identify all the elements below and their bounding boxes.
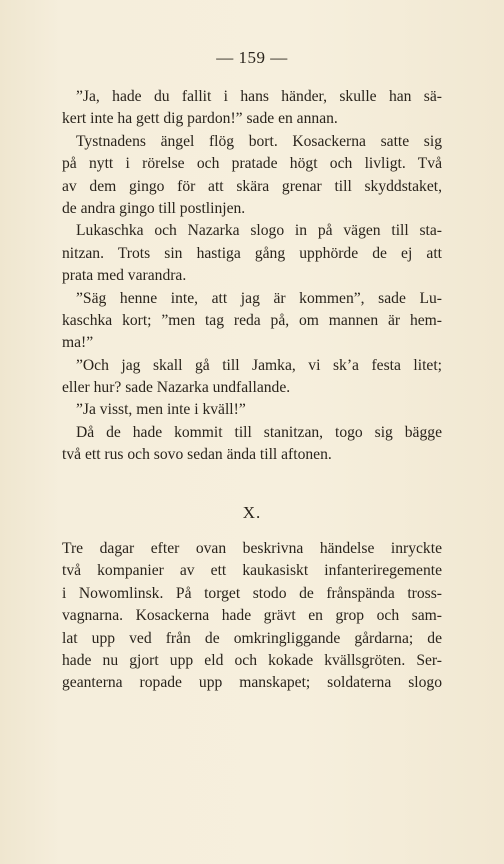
text-line: av dem gingo för att skära grenar till skyddstaket, bbox=[62, 177, 442, 195]
text-line: kaschka kort; ”men tag reda på, om mannen är hem- bbox=[62, 311, 442, 329]
text-line: ma!” bbox=[62, 334, 94, 352]
text-line: ”Ja visst, men inte i kväll!” bbox=[76, 401, 246, 419]
text-line: kert inte ha gett dig pardon!” sade en annan. bbox=[62, 110, 338, 128]
text-line: hade nu gjort upp eld och kokade kvällsgröten. Ser- bbox=[62, 651, 442, 669]
text-line: ”Säg henne inte, att jag är kommen”, sade Lu- bbox=[76, 289, 442, 307]
text-line: eller hur? sade Nazarka undfallande. bbox=[62, 379, 291, 397]
text-line: de andra gingo till postlinjen. bbox=[62, 199, 246, 217]
text-line: vagnarna. Kosackerna hade grävt en grop och sam- bbox=[62, 607, 442, 625]
text-line: Tre dagar efter ovan beskrivna händelse inryckte bbox=[62, 540, 442, 557]
text-line: nitzan. Trots sin hastiga gång upphörde de ej att bbox=[62, 244, 442, 262]
text-block-2 bbox=[62, 538, 442, 695]
text-line: två ett rus och sovo sedan ända till aftonen. bbox=[62, 446, 332, 464]
text-line: Tystnadens ängel flög bort. Kosackerna satte sig bbox=[76, 132, 442, 150]
text-line: ”Och jag skall gå till Jamka, vi sk’a festa litet; bbox=[76, 356, 442, 374]
chapter-heading: X. bbox=[242, 503, 262, 522]
text-line: geanterna ropade upp manskapet; soldaterna slogo bbox=[62, 674, 442, 692]
text-line: lat upp ved från de omkringliggande gårdarna; de bbox=[62, 629, 442, 647]
text-line: Då de hade kommit till stanitzan, togo sig bägge bbox=[76, 423, 442, 441]
page-number: — 159 — bbox=[216, 48, 288, 67]
text-block-1 bbox=[62, 86, 442, 467]
text-line: ”Ja, hade du fallit i hans händer, skulle han sä- bbox=[76, 88, 442, 105]
text-line: i Nowomlinsk. På torget stodo de frånspända tross- bbox=[62, 584, 442, 602]
text-line: Lukaschka och Nazarka slogo in på vägen till sta- bbox=[76, 222, 442, 240]
text-line: prata med varandra. bbox=[62, 267, 187, 285]
text-line: på nytt i rörelse och pratade högt och livligt. Två bbox=[62, 155, 442, 173]
text-line: två kompanier av ett kaukasiskt infanteriregemente bbox=[62, 562, 442, 580]
